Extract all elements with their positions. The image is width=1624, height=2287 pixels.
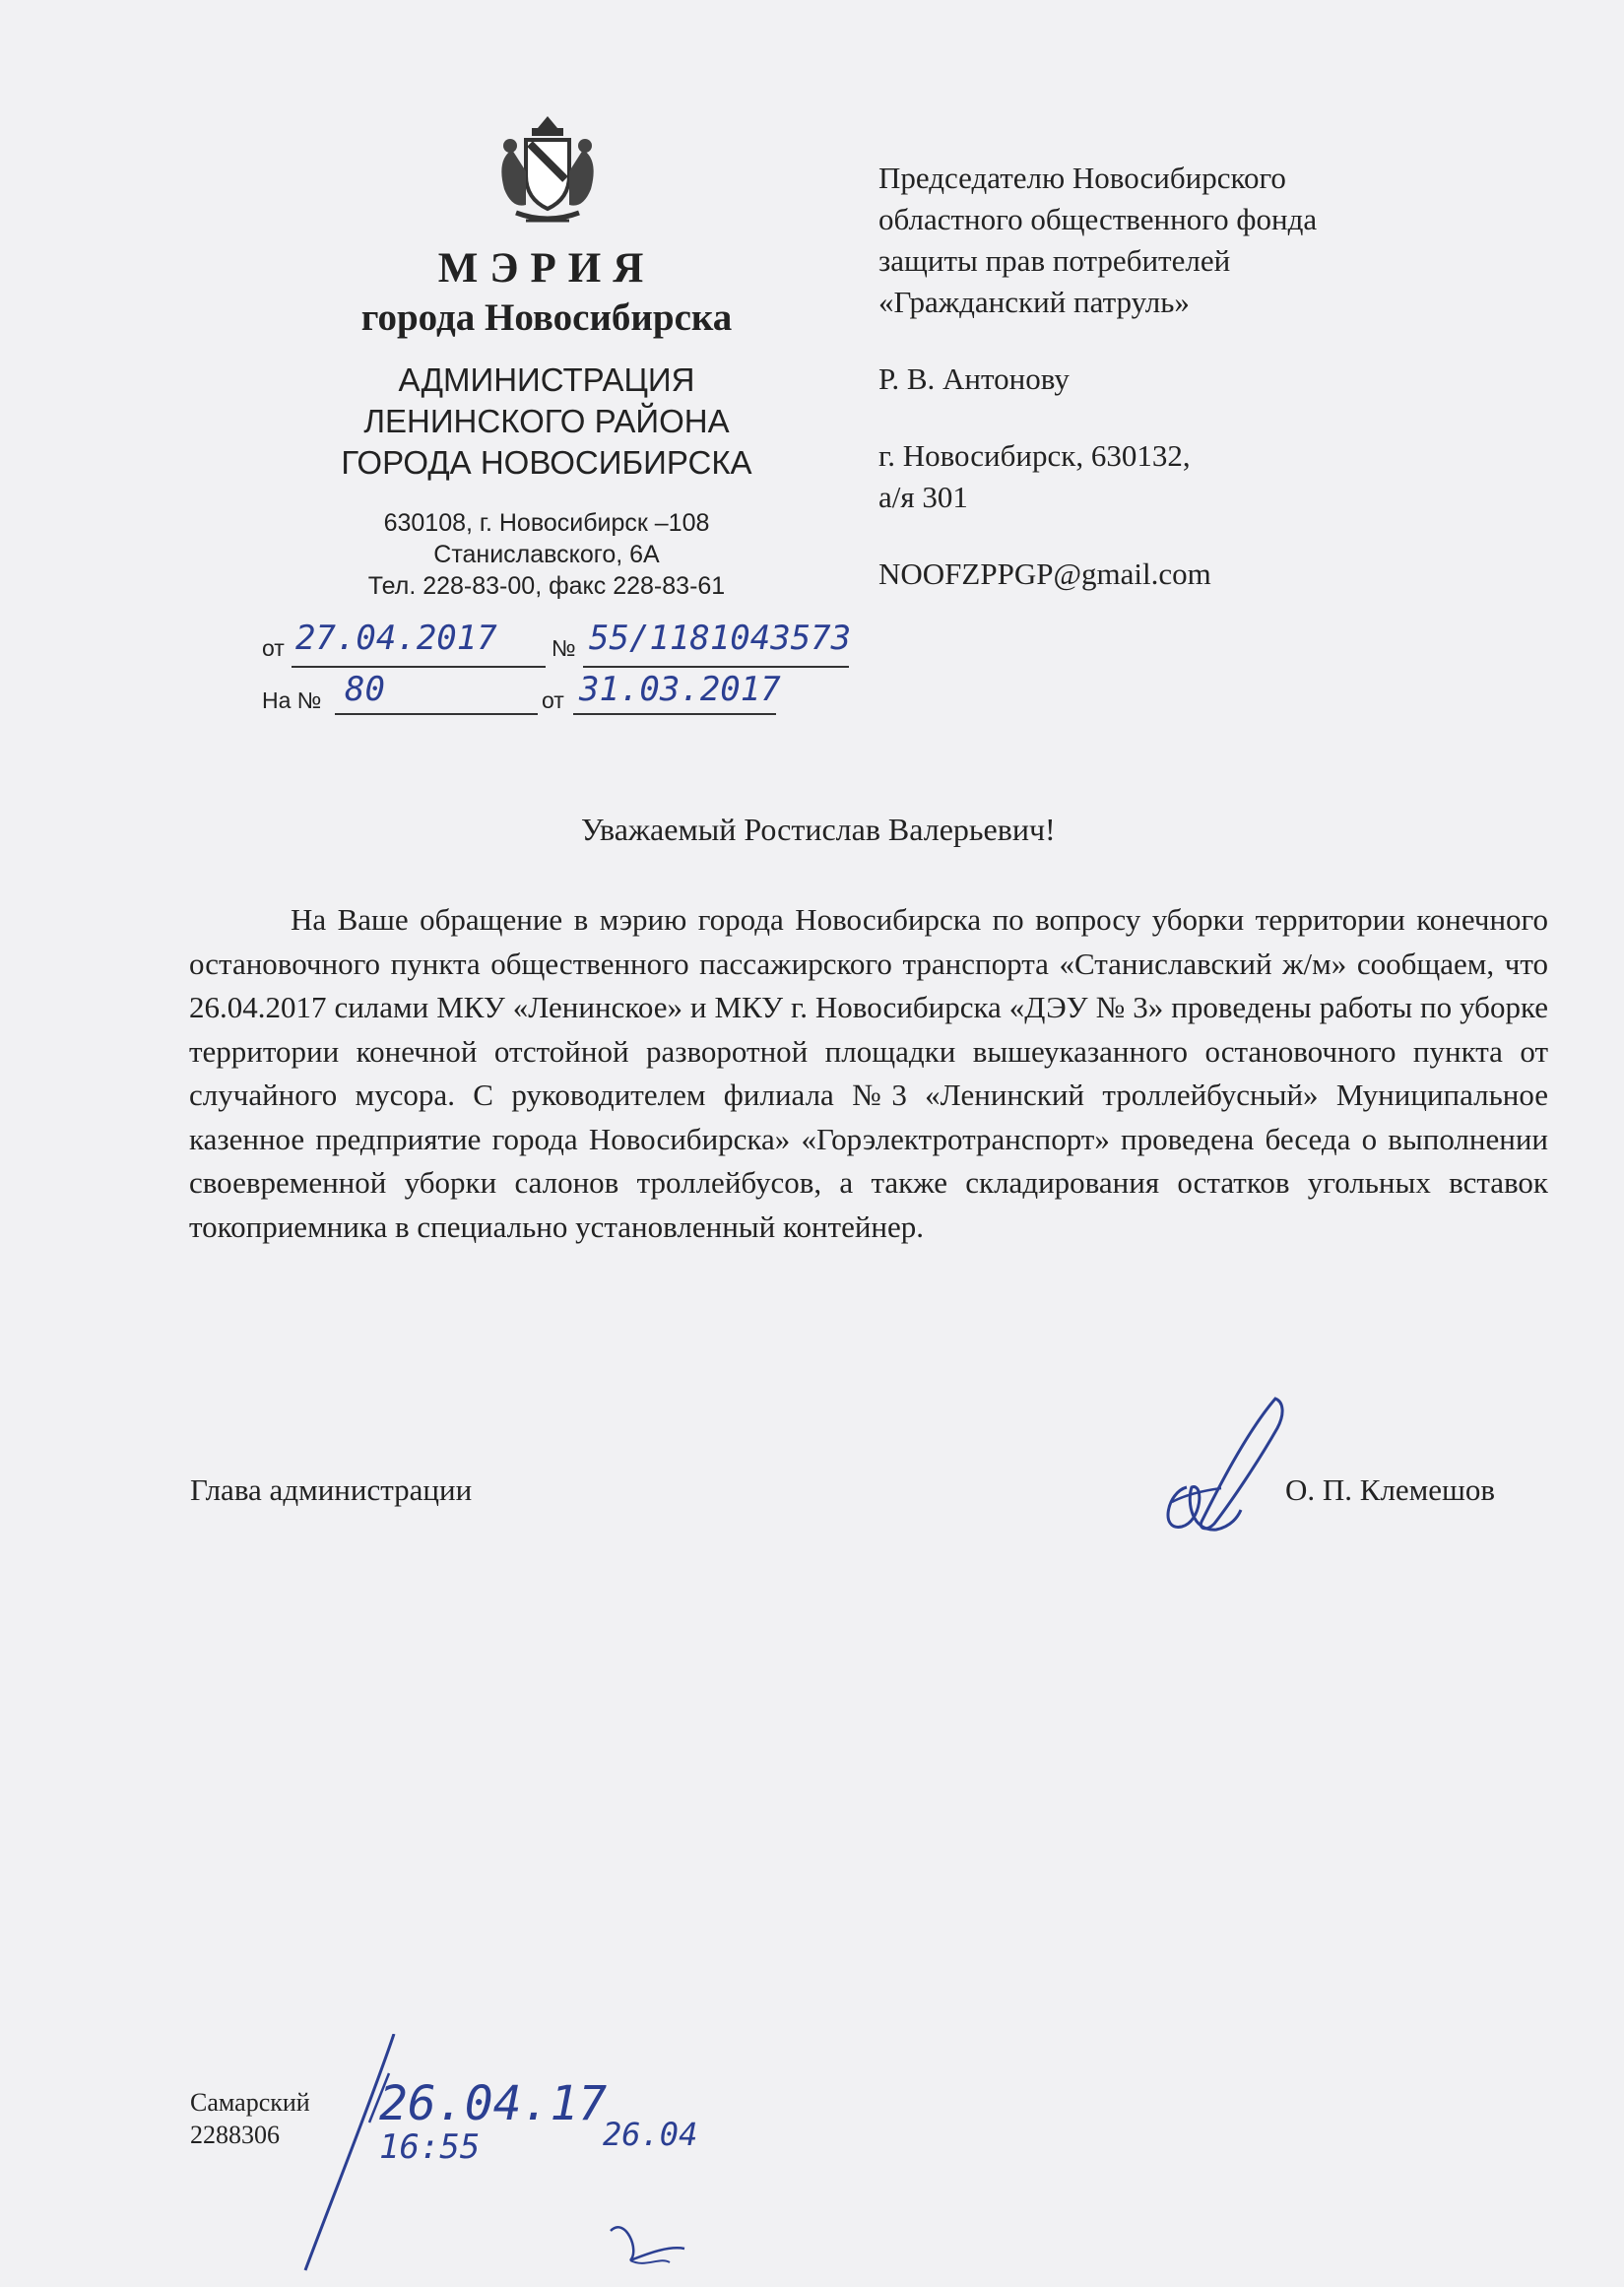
addressee-address-line: г. Новосибирск, 630132,	[878, 438, 1191, 473]
coat-of-arms-icon	[487, 110, 609, 232]
ref-number: 80	[345, 670, 385, 709]
administration-name	[246, 359, 847, 484]
number-line	[583, 666, 849, 668]
addressee-name: Р. В. Антонову	[878, 361, 1070, 396]
executor-phone: 2288306	[190, 2121, 280, 2149]
address-line: Тел. 228-83-00, факс 228-83-61	[367, 572, 726, 600]
from-label: от	[262, 635, 285, 661]
addressee-block	[878, 158, 1568, 595]
addressee-address-line: а/я 301	[878, 480, 968, 514]
handwritten-signature	[1147, 1394, 1305, 1541]
addressee-line: Председателю Новосибирского	[878, 161, 1286, 195]
addressee-line: защиты прав потребителей	[878, 243, 1231, 278]
note-date: 26.04	[603, 2116, 698, 2153]
address-line: Станиславского, 6А	[433, 541, 660, 568]
received-date: 26.04.17	[379, 2076, 608, 2131]
handwritten-marks	[295, 2034, 808, 2280]
admin-line: АДМИНИСТРАЦИЯ	[398, 361, 695, 398]
number-label: №	[552, 635, 576, 661]
ref-from-label: от	[542, 687, 564, 713]
letterhead-title: МЭРИЯ	[437, 245, 656, 292]
addressee-line: «Гражданский патруль»	[878, 285, 1190, 319]
ref-date: 31.03.2017	[579, 670, 781, 709]
admin-line: ЛЕНИНСКОГО РАЙОНА	[363, 403, 730, 439]
received-time: 16:55	[379, 2127, 481, 2167]
reg-number: 55/1181043573	[589, 619, 852, 658]
from-date: 27.04.2017	[295, 619, 497, 658]
ref-label: На №	[262, 687, 322, 713]
ref-number-line	[335, 713, 538, 715]
letterhead-address	[256, 507, 837, 602]
address-line: 630108, г. Новосибирск –108	[383, 509, 710, 537]
addressee-email: NOOFZPPGP@gmail.com	[878, 556, 1211, 591]
addressee-line: областного общественного фонда	[878, 202, 1318, 236]
signatory-name: О. П. Клемешов	[1285, 1472, 1496, 1507]
letter-greeting: Уважаемый Ростислав Валерьевич!	[581, 812, 1056, 847]
signatory-position: Глава администрации	[190, 1472, 473, 1507]
executor-block	[190, 2086, 310, 2151]
letterhead-subtitle: города Новосибирска	[360, 296, 733, 339]
letter-body: На Ваше обращение в мэрию города Новосибирска по вопросу уборки территории конечного остановочного пункта общественного пассажирского транспорта «Станиславский ж/м» сообщаем, что 26.04.2017 силами МКУ «Ленинское» и МКУ г. Новосибирска «ДЭУ № 3» проведены работы по уборке территории конечной отстойной разворотной площадки вышеуказанного остановочного пункта от случайного мусора. С руководителем филиала №3 «Ленинский троллейбусный» Муниципальное казенное предприятие города Новосибирска» «Горэлектротранспорт» проведена беседа о выполнении своевременной уборки салонов троллейбусов, а также складирования остатков угольных вставок токоприемника в специально установленный контейнер.	[189, 902, 1548, 1244]
ref-date-line	[573, 713, 776, 715]
executor-name: Самарский	[190, 2088, 310, 2117]
admin-line: ГОРОДА НОВОСИБИРСКА	[341, 444, 752, 481]
from-date-line	[292, 666, 546, 668]
